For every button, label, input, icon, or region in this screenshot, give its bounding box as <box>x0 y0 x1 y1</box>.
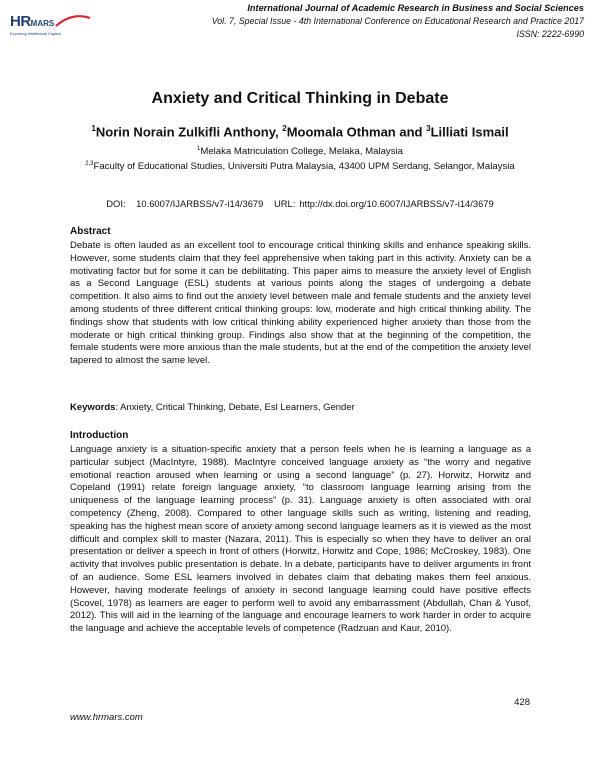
keywords-list: : Anxiety, Critical Thinking, Debate, Esl Learners, Gender <box>115 402 355 413</box>
url-label: URL: <box>273 198 296 209</box>
logo-tagline: Exploring Intellectual Capital <box>10 31 61 36</box>
author-name: Lilliati Ismail <box>430 124 509 140</box>
affiliation-1: $^1$Melaka Matriculation College, Melaka, Malaysia <box>197 146 403 158</box>
doi-line <box>0 198 600 209</box>
logo-swoosh-icon <box>54 14 92 28</box>
introduction-body: Language anxiety is a situation-specific anxiety that a person feels when he is learning a language as a particular subject (MacIntyre, 1988). MacIntyre conceived language anxiety as “the worry and negative emotional reaction aroused when learning or using a second language” (p. 27). Horwitz, Horwitz and Copeland (1991) relate foreign language anxiety, “to classroom language learning arising from the uniqueness of the language learning process” (p. 31). Language anxiety is often associated with oral competency (Zheng, 2008). Compared to other language skills such as writing, listening and reading, speaking has the highest mean score of anxiety among second language learners as it is viewed as the most difficult and complex skill to master (Nazara, 2011). This is especially so when they have to deliver an oral presentation or deliver a speech in front of others (Horwitz, Horwitz and Cope, 1986; McCroskey, 1983). One activity that involves public presentation is debate. In a debate, participants have to deliver arguments in front of an audience. Some ESL learners involved in debates claim that debating makes them feel anxious. However, having moderate feelings of anxiety in second language learning could have positive effects (Scovel, 1978) as learners are eager to perform well to avoid any embarrassment (Abdullah, Chan & Yusof, 2012). This will aid in the learning of the language and encourage learners to work harder in order to acquire the language and achieve the acceptable levels of competence (Radzuan and Kaur, 2010). <box>70 444 531 635</box>
journal-issn: ISSN: 2222-6990 <box>516 29 584 39</box>
footer-website: www.hrmars.com <box>70 712 143 723</box>
abstract-heading: Abstract <box>70 226 111 237</box>
journal-volume: Vol. 7, Special Issue - 4th International Conference on Educational Research and Practice 2017 <box>211 16 584 26</box>
doi-value: 10.6007/IJARBSS/v7-i14/3679 <box>136 198 264 209</box>
affiliation-2: $^{2,3}$Faculty of Educational Studies, Universiti Putra Malaysia, 43400 UPM Serdang, Selangor, Malaysia <box>85 161 515 173</box>
introduction-heading: Introduction <box>70 430 129 441</box>
doi-url-link[interactable]: http://dx.doi.org/10.6007/IJARBSS/v7-i14/3679 <box>299 198 494 209</box>
logo-wordmark: HRMARS <box>10 13 55 30</box>
author-name: Norin Norain Zulkifli Anthony, <box>95 124 283 140</box>
author-list: $^1$Norin Norain Zulkifli Anthony, $^2$Moomala Othman and $^3$Lilliati Ismail <box>91 124 509 140</box>
keywords-label: Keywords <box>70 402 116 413</box>
doi-label: DOI: <box>106 198 126 209</box>
journal-name: International Journal of Academic Research in Business and Social Sciences <box>247 3 584 13</box>
keywords <box>70 402 531 415</box>
abstract-body: Debate is often lauded as an excellent tool to encourage critical thinking skills and enhance speaking skills. However, some students claim that they feel apprehensive when taking part in this activity. Anxiety can be a motivating factor but for some it can be debilitating. This paper aims to measure the anxiety level of English as a Second Language (ESL) students at various points along the stages of undergoing a debate competition. It also aims to find out the anxiety level between male and female students and the anxiety level among students of three different critical thinking groups: low, moderate and high critical thinking ability. The findings show that students with low critical thinking ability experienced higher anxiety than those from the moderate or high critical thinking group. Findings also show that at the beginning of the competition, the female students were more anxious than the male students, but at the end of the competition the anxiety level tapered to almost the same level. <box>70 240 531 367</box>
publisher-logo <box>10 14 96 46</box>
author-name: Moomala Othman and <box>286 124 427 140</box>
page-number: 428 <box>514 697 530 708</box>
paper-title: Anxiety and Critical Thinking in Debate <box>151 90 449 107</box>
